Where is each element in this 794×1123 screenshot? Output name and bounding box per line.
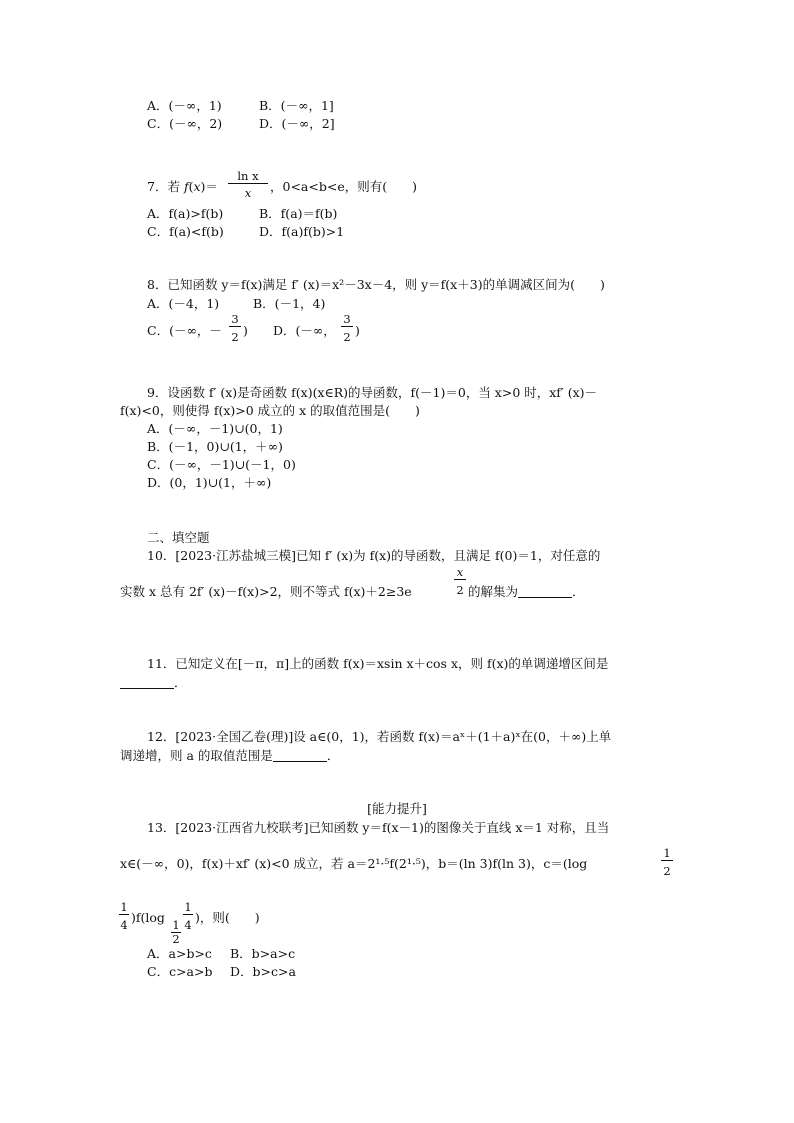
q9-stem-line2: f(x)<0，则使得 f(x)>0 成立的 x 的取值范围是( ) xyxy=(120,403,420,418)
q7-option-a[interactable]: A．f(a)>f(b) xyxy=(147,206,224,221)
q7-fraction-numerator: ln x xyxy=(228,170,268,184)
q13-arg1-numerator: 1 xyxy=(120,900,128,914)
q7-option-b[interactable]: B．f(a)＝f(b) xyxy=(259,206,338,221)
section-fill-in-heading: 二、填空题 xyxy=(147,530,210,545)
q13-line3-suffix: )，则( ) xyxy=(195,910,260,925)
q13-line2: x∈(－∞，0)，f(x)＋xf′ (x)<0 成立，若 a＝2¹·⁵f(2¹·⁵)，b＝(ln 3)f(ln 3)，c＝(log xyxy=(120,856,588,871)
q13-log-base1-numerator: 1 xyxy=(661,847,673,861)
q9-option-b[interactable]: B．(－1，0)∪(1，＋∞) xyxy=(147,439,283,454)
q8-option-b[interactable]: B．(－1，4) xyxy=(253,296,326,311)
q6-option-a[interactable]: A．(－∞，1) xyxy=(147,98,222,113)
q8-option-d-suffix: ) xyxy=(355,323,360,338)
q11-line1: 11．已知定义在[－π，π]上的函数 f(x)＝xsin x＋cos x，则 f(x)的单调递增区间是 xyxy=(147,656,609,671)
section-ability-heading: [能力提升] xyxy=(367,801,427,816)
q7-option-d[interactable]: D．f(a)f(b)>1 xyxy=(259,224,345,239)
q13-line1: 13．[2023·江西省九校联考]已知函数 y＝f(x－1)的图像关于直线 x＝1 对称，且当 xyxy=(147,820,610,835)
q13-option-b[interactable]: B．b>a>c xyxy=(230,946,296,961)
q13-option-c[interactable]: C．c>a>b xyxy=(147,964,213,979)
q8-option-d-numerator: 3 xyxy=(341,313,353,327)
q6-option-c[interactable]: C．(－∞，2) xyxy=(147,116,223,131)
q13-log-base1-denominator: 2 xyxy=(663,864,671,878)
q10-line2 xyxy=(120,584,412,600)
q7-var: x xyxy=(193,179,201,194)
q13-option-d[interactable]: D．b>c>a xyxy=(230,964,296,979)
q8-option-d-prefix[interactable]: D．(－∞， xyxy=(273,323,336,338)
q9-option-d[interactable]: D．(0，1)∪(1，＋∞) xyxy=(147,475,272,490)
q7-stem-condition: ，0<a<b<e，则有( ) xyxy=(270,179,417,194)
q10-line1: 10．[2023·江苏盐城三模]已知 f′ (x)为 f(x)的导函数，且满足 f(0)＝1，对任意的 xyxy=(147,548,601,563)
q12-period: ． xyxy=(326,748,340,763)
q6-option-d[interactable]: D．(－∞，2] xyxy=(259,116,335,131)
q10-line2-prefix: 实数 x 总有 2f′ (x)－f(x)>2，则不等式 f(x)＋2≥3e xyxy=(120,584,412,599)
q11-answer-blank[interactable] xyxy=(120,676,174,689)
q10-line2-suffix: 的解集为 xyxy=(468,584,519,599)
q7-option-c[interactable]: C．f(a)<f(b) xyxy=(147,224,224,239)
q8-option-c-prefix[interactable]: C．(－∞，－ xyxy=(147,323,222,338)
q10-exponent-numerator: x xyxy=(454,566,466,580)
q8-stem: 8．已知函数 y＝f(x)满足 f′ (x)＝x²－3x－4，则 y＝f(x＋3)的单调减区间为( ) xyxy=(147,277,605,292)
q13-line3-mid: )f(log xyxy=(131,910,165,925)
q8-option-c-suffix: ) xyxy=(243,323,248,338)
q13-log-base2-numerator: 1 xyxy=(172,918,180,932)
q7-stem-prefix xyxy=(147,179,218,195)
q7-lpar: ( xyxy=(188,179,194,194)
q9-stem-line1: 9．设函数 f′ (x)是奇函数 f(x)(x∈R)的导函数，f(－1)＝0，当 x>0 时，xf′ (x)－ xyxy=(147,385,598,400)
q6-option-b[interactable]: B．(－∞，1] xyxy=(259,98,334,113)
q13-arg2-numerator: 1 xyxy=(184,900,192,914)
q8-option-d-denominator: 2 xyxy=(343,330,351,344)
q11-period: ． xyxy=(174,675,187,690)
q13-log-base2-denominator: 2 xyxy=(172,932,180,946)
q7-prefix-text: 7．若 xyxy=(147,179,180,194)
q13-option-a[interactable]: A．a>b>c xyxy=(147,946,212,961)
q8-option-a[interactable]: A．(－4，1) xyxy=(147,296,220,311)
q12-line2 xyxy=(120,748,339,764)
q7-fraction-denominator: x xyxy=(244,186,252,200)
q13-arg2-denominator: 4 xyxy=(184,918,192,932)
q12-line2-prefix: 调递增，则 a 的取值范围是 xyxy=(120,748,273,763)
q12-answer-blank[interactable] xyxy=(273,749,327,762)
q9-option-c[interactable]: C．(－∞，－1)∪(－1，0) xyxy=(147,457,296,472)
q10-exponent-denominator: 2 xyxy=(456,583,464,597)
q12-line1: 12．[2023·全国乙卷(理)]设 a∈(0，1)，若函数 f(x)＝aˣ＋(1＋a)ˣ在(0，＋∞)上单 xyxy=(147,729,612,744)
q10-answer-blank[interactable] xyxy=(518,585,572,598)
q8-option-c-numerator: 3 xyxy=(229,313,241,327)
q8-option-c-denominator: 2 xyxy=(231,330,239,344)
q10-line2-end xyxy=(468,584,585,600)
q7-rpar: )＝ xyxy=(200,179,218,194)
q11-line2 xyxy=(120,675,187,691)
q9-option-a[interactable]: A．(－∞，－1)∪(0，1) xyxy=(147,421,283,436)
q13-arg1-denominator: 4 xyxy=(120,918,128,932)
q7-func-name: f xyxy=(183,179,189,194)
q10-period: ． xyxy=(572,584,585,599)
